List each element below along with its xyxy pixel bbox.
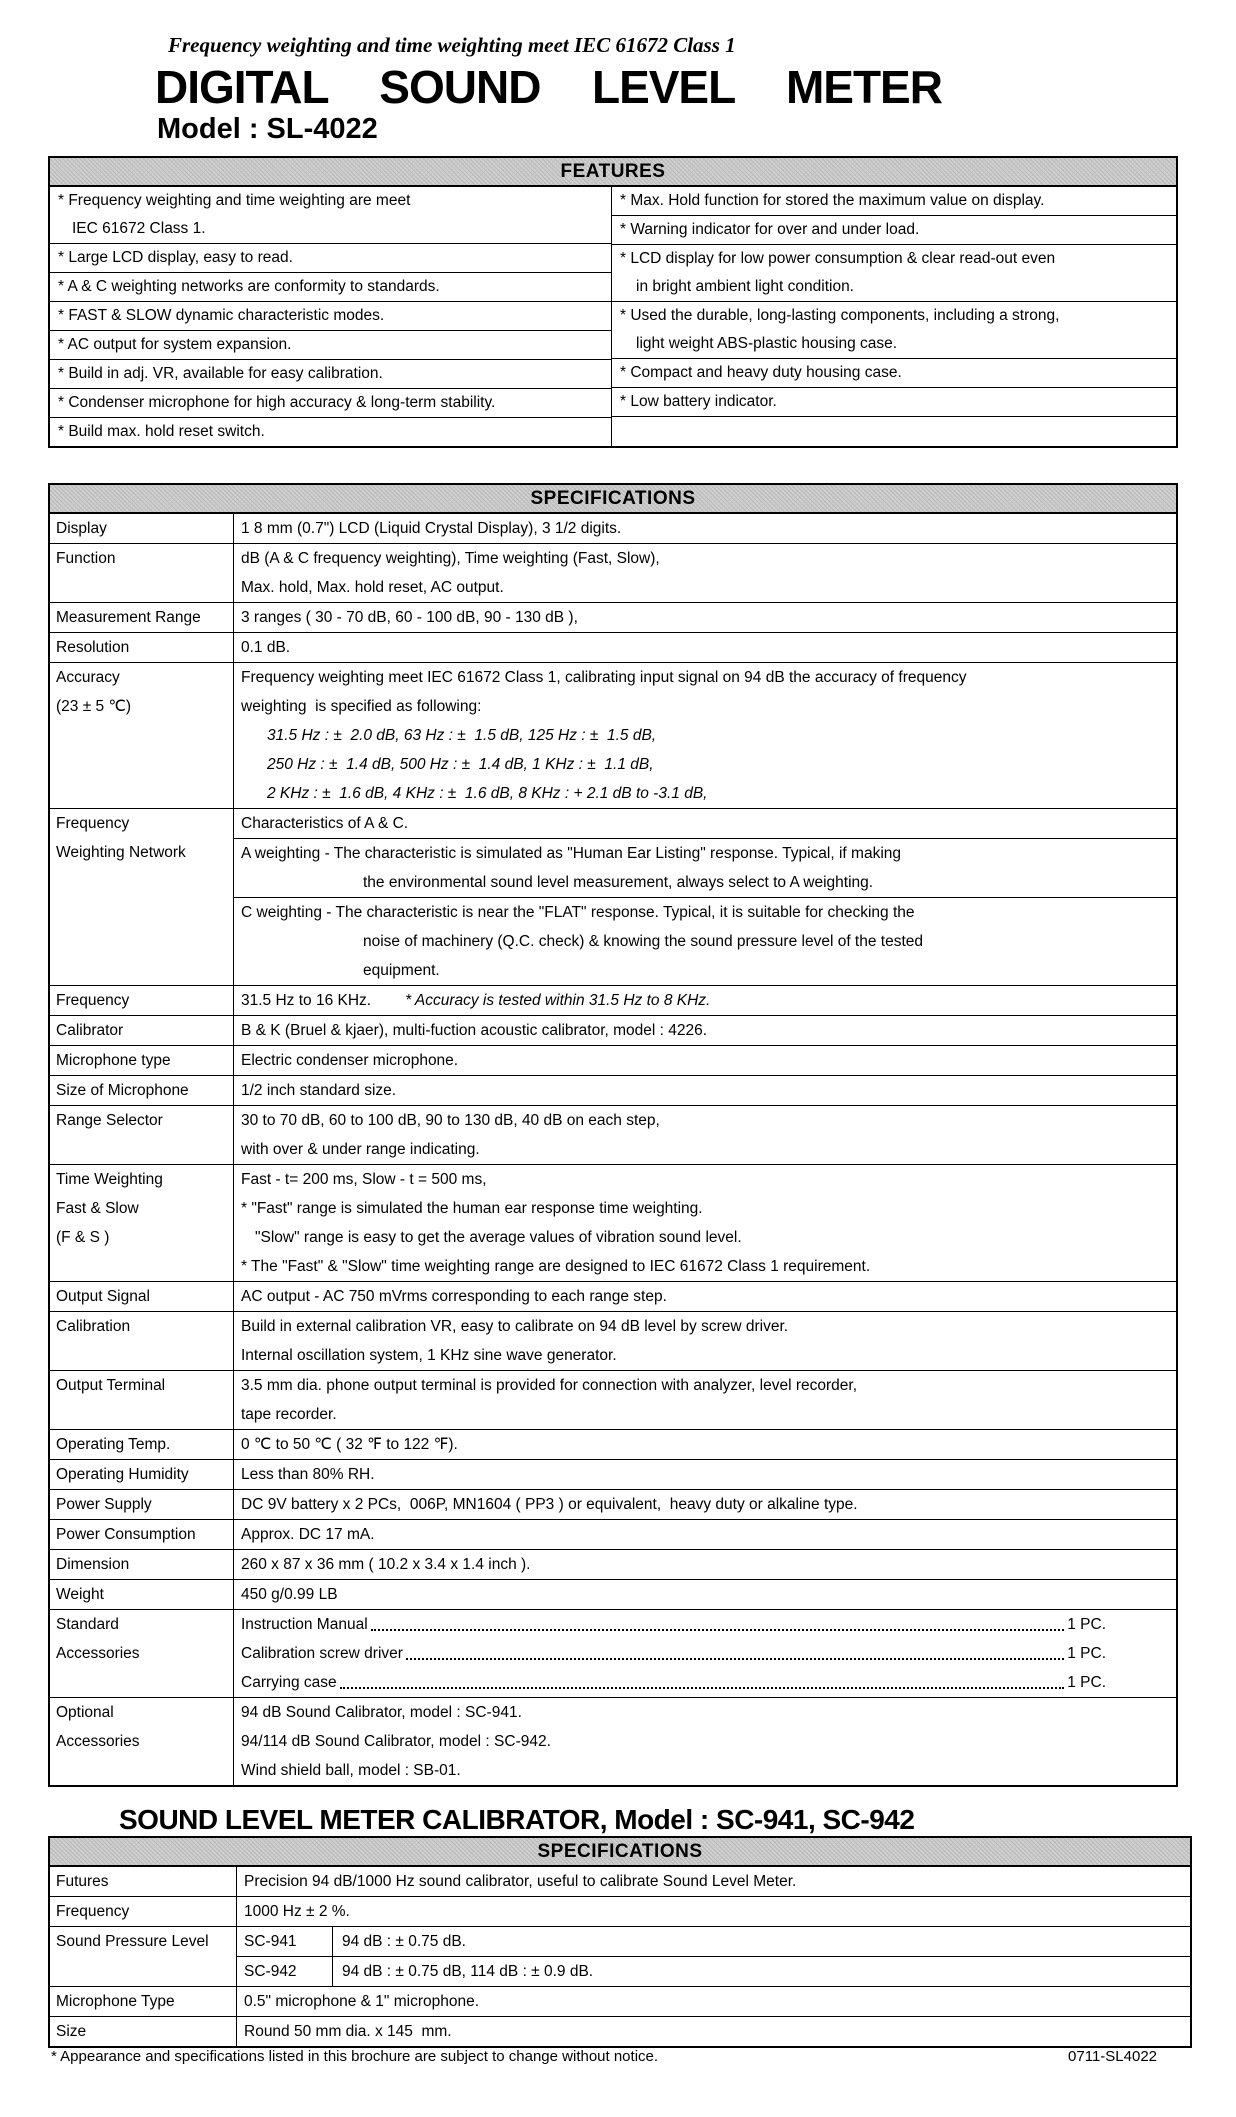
feature-line: * LCD display for low power consumption & clear read-out even xyxy=(620,250,1056,267)
spec-value-line: "Slow" range is easy to get the average values of vibration sound level. xyxy=(255,1229,742,1246)
spec-label-line: Operating Humidity xyxy=(56,1466,189,1483)
spec-label-line: Output Terminal xyxy=(56,1377,166,1394)
features-left-column xyxy=(50,187,612,446)
spec-value xyxy=(234,1580,1176,1609)
frequency-range: 31.5 Hz to 16 KHz. xyxy=(241,992,372,1009)
calibrator-specifications-table xyxy=(48,1836,1192,2048)
spec-label xyxy=(50,1016,234,1045)
dot-leader xyxy=(406,1658,1064,1660)
spec-label-line: Fast & Slow xyxy=(56,1200,139,1217)
spec-value-line: 1 8 mm (0.7") LCD (Liquid Crystal Display), 3 1/2 digits. xyxy=(241,520,622,537)
spec-label-line: Microphone Type xyxy=(56,1993,175,2010)
feature-line: light weight ABS-plastic housing case. xyxy=(636,335,898,352)
spec-value-line: Round 50 mm dia. x 145 mm. xyxy=(244,2023,452,2040)
spec-value xyxy=(234,1371,1176,1429)
spec-value xyxy=(234,1076,1176,1105)
spec-value-line: tape recorder. xyxy=(241,1406,337,1423)
feature-line: * Large LCD display, easy to read. xyxy=(58,249,293,266)
dot-leader xyxy=(340,1687,1065,1689)
feature-line: * Build in adj. VR, available for easy calibration. xyxy=(58,365,383,382)
spec-value-line: Frequency weighting meet IEC 61672 Class 1, calibrating input signal on 94 dB the accuracy of frequency xyxy=(241,669,967,686)
spec-value-line: B & K (Bruel & kjaer), multi-fuction acoustic calibrator, model : 4226. xyxy=(241,1022,708,1039)
spec-label-line: Standard xyxy=(56,1616,119,1633)
spec-label-line: Optional xyxy=(56,1704,114,1721)
spec-value-line: * "Fast" range is simulated the human ear response time weighting. xyxy=(241,1200,703,1217)
spec-value xyxy=(234,986,1176,1015)
tagline: Frequency weighting and time weighting meet IEC 61672 Class 1 xyxy=(168,33,736,57)
spec-value-line: the environmental sound level measurement, always select to A weighting. xyxy=(363,874,874,891)
spec-value xyxy=(234,1312,1176,1370)
spec-label xyxy=(50,1076,234,1105)
spec-label-line: Function xyxy=(56,550,116,567)
spec-label xyxy=(50,1460,234,1489)
feature-line: * A & C weighting networks are conformity to standards. xyxy=(58,278,440,295)
spec-value xyxy=(234,1165,1176,1281)
spec-value xyxy=(237,1867,1190,1896)
page-title: DIGITAL SOUND LEVEL METER xyxy=(155,61,942,113)
spec-value-line: equipment. xyxy=(363,962,440,979)
feature-line: * Low battery indicator. xyxy=(620,393,777,410)
spl-subtable xyxy=(237,1927,1190,1986)
spec-label-line: Measurement Range xyxy=(56,609,201,626)
feature-item xyxy=(612,245,1176,302)
feature-item xyxy=(612,216,1176,245)
feature-line: * Condenser microphone for high accuracy & long-term stability. xyxy=(58,394,496,411)
spec-value-line: 3.5 mm dia. phone output terminal is provided for connection with analyzer, level recorder, xyxy=(241,1377,858,1394)
spec-label-line: Power Supply xyxy=(56,1496,152,1513)
spec-value-line: 30 to 70 dB, 60 to 100 dB, 90 to 130 dB, 40 dB on each step, xyxy=(241,1112,660,1129)
spec-value-line: Fast - t= 200 ms, Slow - t = 500 ms, xyxy=(241,1171,487,1188)
spl-model xyxy=(237,1927,333,1956)
spec-value xyxy=(234,663,1176,808)
spec-value xyxy=(234,1430,1176,1459)
spec-subcell xyxy=(234,809,1176,839)
spec-row-operating-humidity xyxy=(50,1460,1176,1490)
spec-label-line: Size of Microphone xyxy=(56,1082,189,1099)
footer-code: 0711-SL4022 xyxy=(1068,2048,1157,2065)
spec-value-line: AC output - AC 750 mVrms corresponding to each range step. xyxy=(241,1288,667,1305)
spec-value xyxy=(234,1490,1176,1519)
spec-row-power-consumption xyxy=(50,1520,1176,1550)
spec-value xyxy=(234,1282,1176,1311)
spl-model-line: SC-942 xyxy=(244,1963,297,1980)
feature-item xyxy=(50,244,611,273)
spec-value xyxy=(234,1698,1176,1785)
spec-label xyxy=(50,986,234,1015)
spec-row-dimension xyxy=(50,1550,1176,1580)
spec-subcell xyxy=(234,839,1176,898)
spec-value-line: * The "Fast" & "Slow" time weighting range are designed to IEC 61672 Class 1 requirement. xyxy=(241,1258,871,1275)
spec-label-line: (F & S ) xyxy=(56,1229,110,1246)
spec-value-line: Less than 80% RH. xyxy=(241,1466,375,1483)
feature-line: * Frequency weighting and time weighting are meet xyxy=(58,192,411,209)
spec-value xyxy=(234,1520,1176,1549)
cal-row-microphone-type xyxy=(50,1987,1190,2017)
spec-row-weight xyxy=(50,1580,1176,1610)
spec-value xyxy=(237,2017,1190,2046)
spec-label-line: Futures xyxy=(56,1873,109,1890)
spec-label-line: Weight xyxy=(56,1586,104,1603)
spec-label-line: Frequency xyxy=(56,992,130,1009)
spec-label xyxy=(50,1520,234,1549)
spec-label xyxy=(50,1430,234,1459)
feature-item xyxy=(50,187,611,244)
feature-item xyxy=(50,331,611,360)
spec-value-line: 260 x 87 x 36 mm ( 10.2 x 3.4 x 1.4 inch ). xyxy=(241,1556,531,1573)
spec-subcell xyxy=(234,898,1176,985)
spec-value xyxy=(234,544,1176,602)
spec-value-line: 250 Hz : ± 1.4 dB, 500 Hz : ± 1.4 dB, 1 KHz : ± 1.1 dB, xyxy=(267,756,654,773)
spec-row-output-signal xyxy=(50,1282,1176,1312)
feature-item xyxy=(50,302,611,331)
cal-row-frequency xyxy=(50,1897,1190,1927)
cal-row-futures xyxy=(50,1867,1190,1897)
spec-value-line: C weighting - The characteristic is near the "FLAT" response. Typical, it is suitable for checking the xyxy=(241,904,915,921)
spec-value-line: A weighting - The characteristic is simulated as "Human Ear Listing" response. Typical, if making xyxy=(241,845,902,862)
spec-label xyxy=(50,1371,234,1429)
spec-label xyxy=(50,603,234,632)
spec-value-line: 2 KHz : ± 1.6 dB, 4 KHz : ± 1.6 dB, 8 KHz : + 2.1 dB to -3.1 dB, xyxy=(267,785,708,802)
spec-label xyxy=(50,1165,234,1281)
spec-value-line: 0.5" microphone & 1" microphone. xyxy=(244,1993,480,2010)
spec-value xyxy=(234,809,1176,985)
spec-label xyxy=(50,663,234,808)
features-body xyxy=(50,187,1176,446)
spec-row-calibration xyxy=(50,1312,1176,1371)
spec-label xyxy=(50,1312,234,1370)
spec-label-line: (23 ± 5 ℃) xyxy=(56,698,132,715)
accessory-line xyxy=(241,1668,1176,1697)
spec-row-range-selector xyxy=(50,1106,1176,1165)
spec-label xyxy=(50,1282,234,1311)
spec-value-line: dB (A & C frequency weighting), Time weighting (Fast, Slow), xyxy=(241,550,660,567)
spec-label xyxy=(50,633,234,662)
spec-label xyxy=(50,544,234,602)
spec-value xyxy=(234,514,1176,543)
spec-value-line: 0.1 dB. xyxy=(241,639,291,656)
spec-value-line: Max. hold, Max. hold reset, AC output. xyxy=(241,579,504,596)
spec-label-line: Accessories xyxy=(56,1645,140,1662)
spec-row-time-weighting xyxy=(50,1165,1176,1282)
spec-label xyxy=(50,1897,237,1926)
spec-value-line: 94 dB Sound Calibrator, model : SC-941. xyxy=(241,1704,522,1721)
spl-value-line: 94 dB : ± 0.75 dB. xyxy=(342,1933,466,1950)
features-right-column xyxy=(612,187,1176,446)
spec-value-line: Precision 94 dB/1000 Hz sound calibrator, useful to calibrate Sound Level Meter. xyxy=(244,1873,797,1890)
spl-value xyxy=(333,1927,1190,1956)
model-number: Model : SL-4022 xyxy=(157,113,378,145)
spec-label xyxy=(50,1610,234,1697)
spl-value-line: 94 dB : ± 0.75 dB, 114 dB : ± 0.9 dB. xyxy=(342,1963,594,1980)
spec-value-line: noise of machinery (Q.C. check) & knowing the sound pressure level of the tested xyxy=(363,933,924,950)
spec-value-line: 3 ranges ( 30 - 70 dB, 60 - 100 dB, 90 - 130 dB ), xyxy=(241,609,578,626)
spec-value-line xyxy=(241,986,1176,1015)
spl-model xyxy=(237,1957,333,1986)
spec-label xyxy=(50,1046,234,1075)
spec-label xyxy=(50,1106,234,1164)
spec-label-line: Frequency xyxy=(56,1903,130,1920)
spec-label-line: Accessories xyxy=(56,1733,140,1750)
feature-item xyxy=(612,388,1176,417)
feature-item xyxy=(612,359,1176,388)
dot-leader xyxy=(371,1629,1065,1631)
spec-value-line: weighting is specified as following: xyxy=(241,698,482,715)
spec-label-line: Dimension xyxy=(56,1556,130,1573)
spec-label-line: Calibration xyxy=(56,1318,131,1335)
spec-value xyxy=(234,1106,1176,1164)
accessory-name: Calibration screw driver xyxy=(241,1645,403,1662)
spec-value xyxy=(234,1460,1176,1489)
accessory-qty: 1 PC. xyxy=(1067,1616,1106,1633)
feature-line: * Max. Hold function for stored the maximum value on display. xyxy=(620,192,1045,209)
spec-row-microphone-type xyxy=(50,1046,1176,1076)
spec-label xyxy=(50,809,234,985)
feature-line: IEC 61672 Class 1. xyxy=(72,220,206,237)
footer xyxy=(51,2046,1157,2068)
spec-label xyxy=(50,1987,237,2016)
feature-line: * Build max. hold reset switch. xyxy=(58,423,265,440)
calibrator-section-heading: SOUND LEVEL METER CALIBRATOR, Model : SC-941, SC-942 xyxy=(119,1804,915,1835)
spec-value xyxy=(234,1046,1176,1075)
spec-row-display xyxy=(50,514,1176,544)
features-table xyxy=(48,156,1178,448)
spec-label xyxy=(50,514,234,543)
spec-row-power-supply xyxy=(50,1490,1176,1520)
spec-row-standard-accessories xyxy=(50,1610,1176,1698)
footer-note: * Appearance and specifications listed in this brochure are subject to change without notice. xyxy=(51,2048,659,2065)
spec-label xyxy=(50,1490,234,1519)
cal-row-sound-pressure-level xyxy=(50,1927,1190,1987)
spec-label-line: Operating Temp. xyxy=(56,1436,171,1453)
spec-value-line: Wind shield ball, model : SB-01. xyxy=(241,1762,461,1779)
frequency-note: * Accuracy is tested within 31.5 Hz to 8 KHz. xyxy=(405,992,711,1009)
spec-value-line: Electric condenser microphone. xyxy=(241,1052,459,1069)
feature-line: * Compact and heavy duty housing case. xyxy=(620,364,902,381)
spec-label-line: Sound Pressure Level xyxy=(56,1933,209,1950)
cal-row-size xyxy=(50,2017,1190,2046)
spec-label xyxy=(50,1550,234,1579)
spec-value xyxy=(234,1016,1176,1045)
accessory-qty: 1 PC. xyxy=(1067,1645,1106,1662)
spec-row-function xyxy=(50,544,1176,603)
spec-value xyxy=(237,1897,1190,1926)
accessory-name: Instruction Manual xyxy=(241,1616,368,1633)
spl-row xyxy=(237,1957,1190,1986)
spec-row-measurement-range xyxy=(50,603,1176,633)
spec-row-size-of-microphone xyxy=(50,1076,1176,1106)
spec-value xyxy=(234,1550,1176,1579)
spec-row-accuracy xyxy=(50,663,1176,809)
spec-row-frequency-weighting-network xyxy=(50,809,1176,986)
feature-item xyxy=(50,389,611,418)
spec-value xyxy=(234,603,1176,632)
feature-item-empty xyxy=(612,417,1176,443)
spl-value xyxy=(333,1957,1190,1986)
specifications-header: SPECIFICATIONS xyxy=(50,485,1176,514)
feature-line: * AC output for system expansion. xyxy=(58,336,292,353)
spec-label xyxy=(50,2017,237,2046)
spec-value xyxy=(237,1987,1190,2016)
spec-label-line: Output Signal xyxy=(56,1288,150,1305)
specifications-table xyxy=(48,483,1178,1787)
spl-model-line: SC-941 xyxy=(244,1933,297,1950)
accessory-qty: 1 PC. xyxy=(1067,1674,1106,1691)
feature-item xyxy=(612,187,1176,216)
spec-row-frequency xyxy=(50,986,1176,1016)
spec-value-line: 94/114 dB Sound Calibrator, model : SC-942. xyxy=(241,1733,551,1750)
spec-row-resolution xyxy=(50,633,1176,663)
spec-label-line: Range Selector xyxy=(56,1112,163,1129)
accessory-line xyxy=(241,1639,1176,1668)
spec-value-line: Approx. DC 17 mA. xyxy=(241,1526,375,1543)
spec-value-line: Internal oscillation system, 1 KHz sine wave generator. xyxy=(241,1347,617,1364)
spec-label-line: Display xyxy=(56,520,107,537)
feature-item xyxy=(50,360,611,389)
accessory-name: Carrying case xyxy=(241,1674,337,1691)
spec-value-line: 450 g/0.99 LB xyxy=(241,1586,338,1603)
feature-line: * Warning indicator for over and under load. xyxy=(620,221,920,238)
features-header: FEATURES xyxy=(50,158,1176,187)
spec-row-operating-temp xyxy=(50,1430,1176,1460)
feature-item xyxy=(50,273,611,302)
spec-row-optional-accessories xyxy=(50,1698,1176,1785)
feature-line: in bright ambient light condition. xyxy=(636,278,854,295)
spec-label-line: Frequency xyxy=(56,815,130,832)
spec-label xyxy=(50,1867,237,1896)
spec-value-line: Build in external calibration VR, easy to calibrate on 94 dB level by screw driver. xyxy=(241,1318,789,1335)
calibrator-specifications-header: SPECIFICATIONS xyxy=(50,1838,1190,1867)
spec-label-line: Accuracy xyxy=(56,669,120,686)
spec-value-line: 31.5 Hz : ± 2.0 dB, 63 Hz : ± 1.5 dB, 125 Hz : ± 1.5 dB, xyxy=(267,727,657,744)
spec-label-line: Calibrator xyxy=(56,1022,124,1039)
spec-label-line: Time Weighting xyxy=(56,1171,163,1188)
feature-line: * FAST & SLOW dynamic characteristic modes. xyxy=(58,307,385,324)
spec-label xyxy=(50,1927,237,1986)
spec-value xyxy=(234,1610,1176,1697)
spec-value-line: 0 ℃ to 50 ℃ ( 32 ℉ to 122 ℉). xyxy=(241,1436,458,1453)
spec-label-line: Resolution xyxy=(56,639,130,656)
spec-row-calibrator xyxy=(50,1016,1176,1046)
spec-label xyxy=(50,1698,234,1785)
spec-row-output-terminal xyxy=(50,1371,1176,1430)
spec-value-line: 1000 Hz ± 2 %. xyxy=(244,1903,350,1920)
spec-label-line: Weighting Network xyxy=(56,844,186,861)
spec-value-line: with over & under range indicating. xyxy=(241,1141,480,1158)
feature-item xyxy=(612,302,1176,359)
accessory-line xyxy=(241,1610,1176,1639)
spec-value xyxy=(234,633,1176,662)
spec-label-line: Power Consumption xyxy=(56,1526,196,1543)
spec-value-line: DC 9V battery x 2 PCs, 006P, MN1604 ( PP3 ) or equivalent, heavy duty or alkaline type. xyxy=(241,1496,858,1513)
spl-row xyxy=(237,1927,1190,1957)
feature-item xyxy=(50,418,611,446)
spec-label-line: Size xyxy=(56,2023,87,2040)
spec-value-line: 1/2 inch standard size. xyxy=(241,1082,397,1099)
spec-label-line: Microphone type xyxy=(56,1052,171,1069)
spec-value-line: Characteristics of A & C. xyxy=(241,815,409,832)
spec-label xyxy=(50,1580,234,1609)
feature-line: * Used the durable, long-lasting components, including a strong, xyxy=(620,307,1060,324)
